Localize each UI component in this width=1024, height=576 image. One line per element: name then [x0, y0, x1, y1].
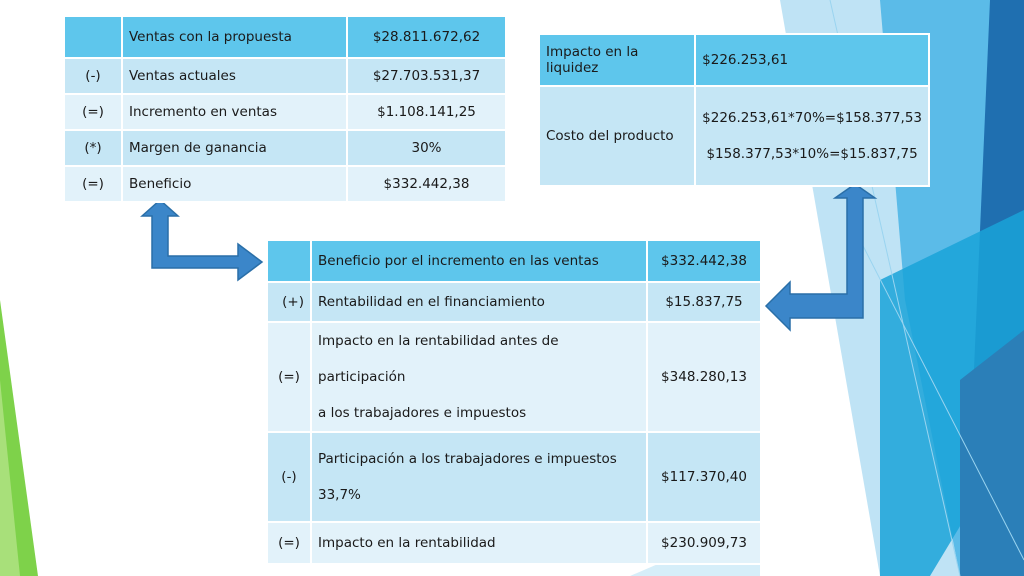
value-cell: $1.108.141,25 — [347, 94, 506, 130]
sign-cell: (+) — [267, 282, 311, 322]
sign-cell: (=) — [64, 94, 122, 130]
sign-cell: (*) — [64, 130, 122, 166]
table-row — [267, 522, 761, 564]
table-row — [267, 240, 761, 282]
label-line: Impacto en la rentabilidad antes de participación — [318, 333, 559, 385]
value-cell — [695, 86, 929, 186]
liquidez-table — [538, 33, 930, 187]
value-line: $158.377,53*10%=$15.837,75 — [706, 146, 918, 162]
label-line: Participación a los trabajadores e impuestos — [318, 451, 617, 467]
value-cell: $28.811.672,62 — [347, 16, 506, 58]
value-line: $226.253,61*70%=$158.377,53 — [702, 110, 922, 126]
label-cell: Impacto en la liquidez — [539, 34, 695, 86]
table-row — [267, 282, 761, 322]
label-line: 33,7% — [318, 487, 361, 503]
sign-cell: (=) — [64, 166, 122, 202]
label-cell: Ventas con la propuesta — [122, 16, 347, 58]
label-cell — [311, 432, 647, 522]
table-row — [64, 58, 506, 94]
value-cell: $348.280,13 — [647, 322, 761, 432]
value-cell: $332.442,38 — [347, 166, 506, 202]
value-cell: $332.442,38 — [647, 240, 761, 282]
table-row — [539, 34, 929, 86]
label-cell: Impacto en la rentabilidad — [311, 522, 647, 564]
label-cell — [311, 322, 647, 432]
label-line: a los trabajadores e impuestos — [318, 405, 527, 421]
sign-cell: (-) — [267, 432, 311, 522]
value-cell: $230.909,73 — [647, 522, 761, 564]
sign-cell: (-) — [64, 58, 122, 94]
value-cell: $27.703.531,37 — [347, 58, 506, 94]
table-row — [64, 130, 506, 166]
value-cell: $226.253,61 — [695, 34, 929, 86]
sign-cell: (=) — [267, 322, 311, 432]
table-row — [267, 322, 761, 432]
value-cell: $15.837,75 — [647, 282, 761, 322]
label-cell: Rentabilidad en el financiamiento — [311, 282, 647, 322]
arrow-right-icon — [142, 200, 262, 280]
label-cell: Beneficio — [122, 166, 347, 202]
label-cell: Ventas actuales — [122, 58, 347, 94]
label-cell: Beneficio por el incremento en las ventas — [311, 240, 647, 282]
label-cell: Margen de ganancia — [122, 130, 347, 166]
label-cell: Incremento en ventas — [122, 94, 347, 130]
table-row — [64, 166, 506, 202]
rentabilidad-table — [266, 239, 762, 565]
value-cell: $117.370,40 — [647, 432, 761, 522]
table-row — [539, 86, 929, 186]
table-row — [64, 94, 506, 130]
table-row — [64, 16, 506, 58]
sign-cell — [267, 240, 311, 282]
table-row — [267, 432, 761, 522]
sign-cell: (=) — [267, 522, 311, 564]
sign-cell — [64, 16, 122, 58]
value-cell: 30% — [347, 130, 506, 166]
ventas-table — [63, 15, 507, 203]
label-cell: Costo del producto — [539, 86, 695, 186]
